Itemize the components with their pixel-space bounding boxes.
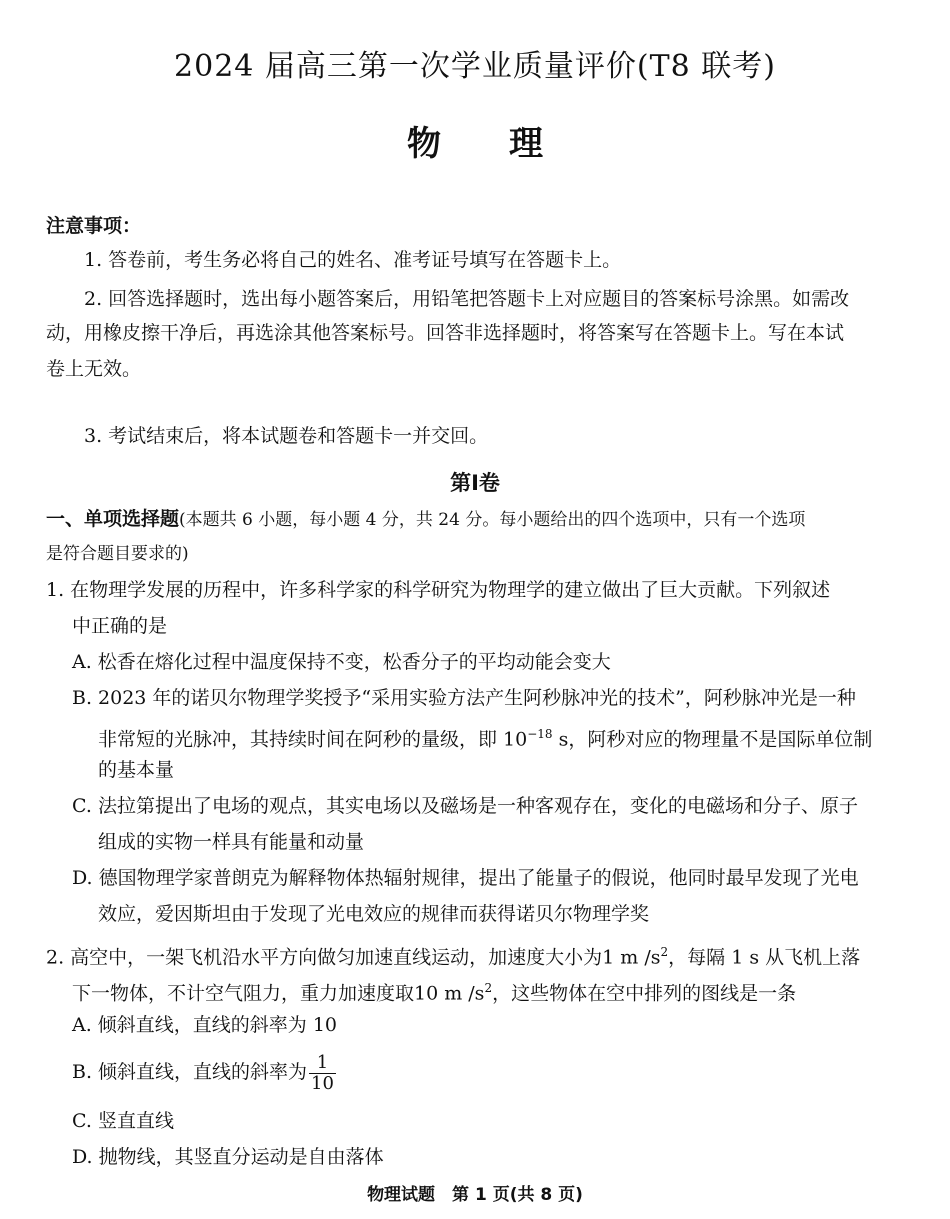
- q2-stem-line-2-post: ，这些物体在空中排列的图线是一条: [492, 982, 797, 1005]
- q2-stem-line-2: [72, 976, 796, 1005]
- q2-option-c: C. 竖直直线: [72, 1110, 174, 1132]
- q1-option-d-line-2: 效应，爱因斯坦由于发现了光电效应的规律而获得诺贝尔物理学奖: [98, 903, 650, 925]
- subject-title: 物 理: [407, 124, 543, 164]
- q1-stem-line-1: 1. 在物理学发展的历程中，许多科学家的科学研究为物理学的建立做出了巨大贡献。下列叙述: [46, 579, 831, 601]
- part-description: (本题共 6 小题，每小题 4 分，共 24 分。每小题给出的四个选项中，只有一个选项: [179, 510, 806, 530]
- notice-item-2-line-1: 2. 回答选择题时，选出每小题答案后，用铅笔把答题卡上对应题目的答案标号涂黑。如需改: [84, 288, 850, 310]
- section-title: 第Ⅰ卷: [450, 471, 500, 495]
- q1-option-b-line-2: [98, 722, 872, 751]
- notice-item-3: 3. 考试结束后，将本试题卷和答题卡一并交回。: [84, 425, 489, 447]
- notice-item-1: 1. 答卷前，考生务必将自己的姓名、准考证号填写在答题卡上。: [84, 249, 622, 271]
- q1-stem-line-2: 中正确的是: [72, 615, 168, 637]
- q2-stem-exponent: 2: [660, 945, 669, 959]
- q1-option-a: A. 松香在熔化过程中温度保持不变，松香分子的平均动能会变大: [72, 651, 611, 673]
- notice-heading: 注意事项：: [46, 215, 142, 237]
- exam-title: 2024 届高三第一次学业质量评价(T8 联考): [174, 49, 776, 84]
- q2-option-a: A. 倾斜直线，直线的斜率为 10: [72, 1014, 338, 1036]
- q2-stem-text-pre: 2. 高空中，一架飞机沿水平方向做匀加速直线运动，加速度大小为1 m /s: [46, 946, 661, 969]
- q1-option-c-line-2: 组成的实物一样具有能量和动量: [98, 831, 365, 853]
- page-footer: 物理试题 第 1 页(共 8 页): [367, 1185, 583, 1205]
- q1-option-b-line-1: B. 2023 年的诺贝尔物理学奖授予“采用实验方法产生阿秒脉冲光的技术”，阿秒脉冲光是一种: [72, 687, 856, 709]
- q2-option-b-text: B. 倾斜直线，直线的斜率为: [72, 1061, 308, 1083]
- notice-item-2-line-2: 动，用橡皮擦干净后，再选涂其他答案标号。回答非选择题时，将答案写在答题卡上。写在本试: [46, 322, 845, 344]
- q2-option-b-fraction: [309, 1053, 336, 1094]
- notice-item-2-line-3: 卷上无效。: [46, 358, 142, 380]
- fraction-numerator: 1: [309, 1053, 336, 1074]
- q2-stem-line-1: [46, 940, 860, 969]
- q1-option-b-line-3: 的基本量: [98, 759, 175, 781]
- q2-stem-text-post: ，每隔 1 s 从飞机上落: [668, 946, 861, 969]
- part-description-line-2: 是符合题目要求的): [46, 544, 189, 564]
- q2-stem-line-2-pre: 下一物体，不计空气阻力，重力加速度取10 m /s: [72, 982, 485, 1005]
- part-heading: [46, 507, 805, 532]
- q1-option-b-exponent: −18: [527, 727, 553, 741]
- q1-option-b-text-post: s，阿秒对应的物理量不是国际单位制: [552, 728, 873, 751]
- part-label: 一、单项选择题: [46, 508, 180, 530]
- q1-option-c-line-1: C. 法拉第提出了电场的观点，其实电场以及磁场是一种客观存在，变化的电磁场和分子、原子: [72, 795, 858, 817]
- q2-stem-line-2-exponent: 2: [484, 981, 493, 995]
- q1-option-b-text-pre: 非常短的光脉冲，其持续时间在阿秒的量级，即 10: [98, 728, 528, 751]
- q1-option-d-line-1: D. 德国物理学家普朗克为解释物体热辐射规律，提出了能量子的假说，他同时最早发现了光电: [72, 867, 859, 889]
- fraction-denominator: 10: [311, 1072, 334, 1094]
- q2-option-b: [72, 1050, 336, 1094]
- q2-option-d: D. 抛物线，其竖直分运动是自由落体: [72, 1146, 384, 1168]
